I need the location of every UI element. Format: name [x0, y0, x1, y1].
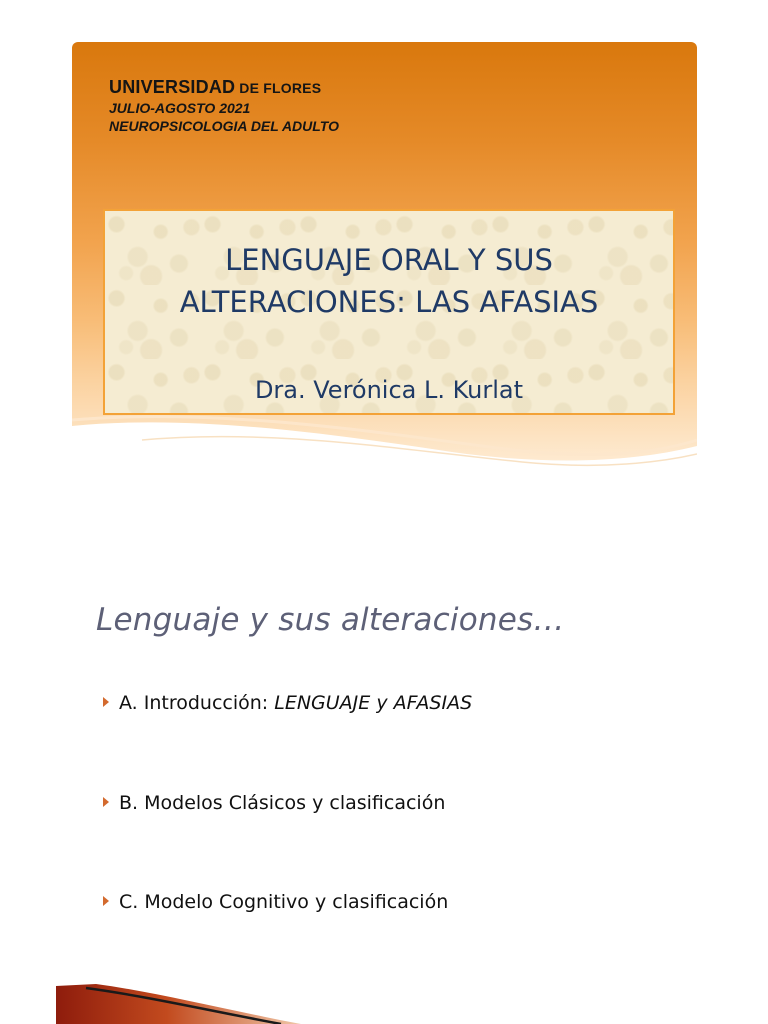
bullet-text: B. Modelos Clásicos y clasificación — [119, 792, 446, 814]
bullet-item-c — [103, 889, 448, 915]
bullet-text: C. Modelo Cognitivo y clasificación — [119, 891, 449, 913]
title-box — [103, 209, 675, 415]
bullet-item-a — [103, 690, 472, 716]
university-name — [109, 76, 339, 99]
bullet-item-b — [103, 790, 445, 816]
decorative-corner-shape — [56, 984, 301, 1024]
title-line-2: ALTERACIONES: LAS AFASIAS — [179, 285, 599, 319]
course-date: JULIO-AGOSTO 2021 — [109, 100, 251, 116]
section-heading: Lenguaje y sus alteraciones… — [96, 602, 565, 638]
author-name: Dra. Verónica L. Kurlat — [254, 376, 524, 404]
caret-right-icon — [103, 797, 109, 807]
university-header — [109, 76, 339, 135]
caret-right-icon — [103, 697, 109, 707]
title-slide — [72, 42, 697, 494]
caret-right-icon — [103, 896, 109, 906]
bullet-prefix: A. Introducción: — [119, 692, 275, 714]
university-suffix: DE FLORES — [235, 80, 322, 96]
bullet-text — [119, 692, 472, 714]
university-main: UNIVERSIDAD — [109, 77, 236, 97]
bullet-emphasis: LENGUAJE y AFASIAS — [274, 692, 473, 714]
presentation-title — [105, 239, 673, 323]
course-name: NEUROPSICOLOGIA DEL ADULTO — [109, 118, 339, 134]
title-line-1: LENGUAJE ORAL Y SUS — [225, 243, 553, 277]
